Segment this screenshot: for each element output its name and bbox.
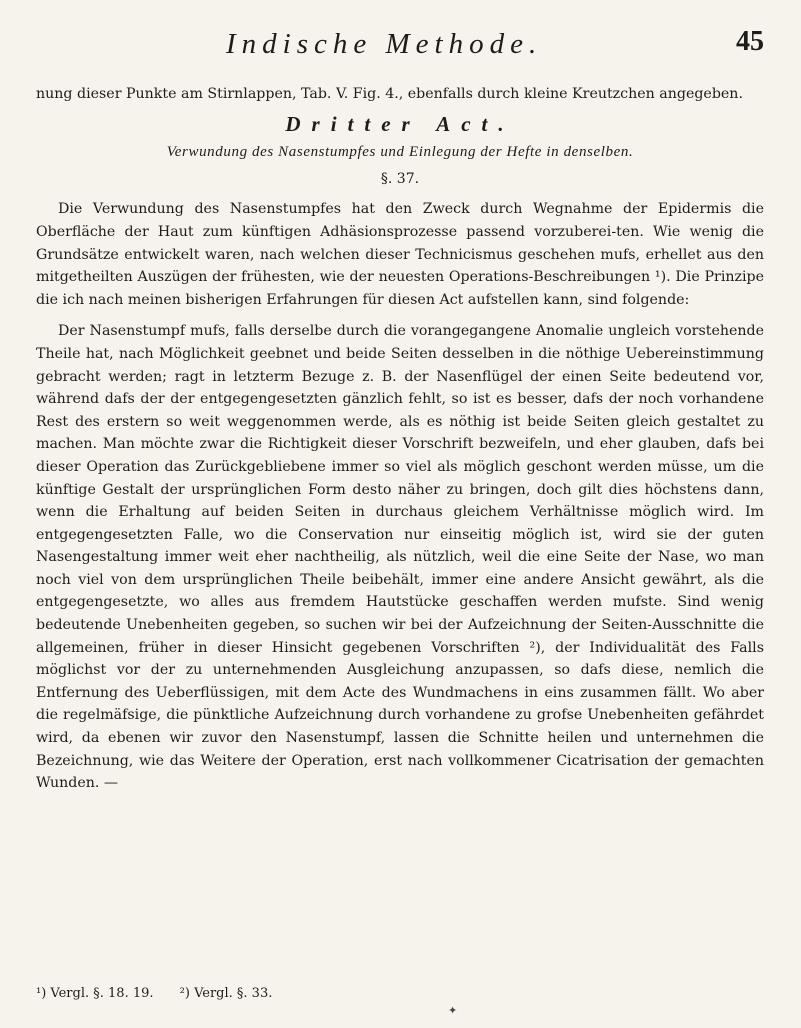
printer-mark-icon: ✦ [448,1004,458,1017]
page-number: 45 [736,26,764,57]
footnotes [36,986,294,1001]
footnote-2: ²) Vergl. §. 33. [179,986,273,1001]
book-page [36,0,764,1028]
act-subtitle: Verwundung des Nasenstumpfes und Einlegung der Hefte in denselben. [166,144,634,161]
paragraph-2: Der Nasenstumpf mufs, falls derselbe durch die vorangegangene Anomalie ungleich vorstehende Theile hat, nach Möglichkeit geebnet und beide Seiten desselben in die nöthige Uebereinstimmung gebracht werden; ragt in letzterm Bezuge z. B. der Nasenflügel der einen Seite bedeutend vor, während dafs der der entgegengesetzten gänzlich fehlt, so ist es besser, dafs der noch vorhandene Rest des erstern so weit weggenommen werde, als es nöthig ist beide Seiten gleich gestaltet zu machen. Man möchte zwar die Richtigkeit dieser Vorschrift bezweifeln, und eher glauben, dafs bei dieser Operation das Zurückgebliebene immer so viel als möglich geschont werden müsse, um die künftige Gestalt der ursprünglichen Form desto näher zu bringen, doch gilt dies höchstens dann, wenn die Erhaltung auf beiden Seiten in durchaus gleichem Verhältnisse möglich wird. Im entgegengesetzten Falle, wo die Conservation nur einseitig möglich ist, wird sie der guten Nasengestaltung immer weit eher nachtheilig, als nützlich, weil die eine Seite der Nase, wo man noch viel von dem ursprünglichen Theile beibehält, immer eine andere Ansicht gewährt, als die entgegengesetzte, wo alles aus fremdem Hautstücke geschaffen werden mufste. Sind wenig bedeutende Unebenheiten gegeben, so suchen wir bei der Aufzeichnung der Seiten-Ausschnitte die allgemeinen, früher in dieser Hinsicht gegebenen Vorschriften ²), der Individualität des Falls möglichst vor der zu unternehmenden Ausgleichung anzupassen, so dafs diese, nemlich die Entfernung des Ueberflüssigen, mit dem Acte des Wundmachens in eins zusammen fällt. Wo aber die regelmäfsige, die pünktliche Aufzeichnung durch vorhandene zu grofse Unebenheiten gefährdet wird, da ebenen wir zuvor den Nasenstumpf, lassen die Schnitte heilen und unternehmen die Bezeichnung, wie das Weitere der Operation, erst nach vollkommener Cicatrisation der gemachten Wunden. — [36,323,764,792]
paragraph-1: Die Verwundung des Nasenstumpfes hat den Zweck durch Wegnahme der Epidermis die Oberfläche der Haut zum künftigen Adhäsionsprozesse passend vorzuberei-ten. Wie wenig die Grundsätze entwickelt waren, nach welchen dieser Technicismus geschehen mufs, erhellet aus den mitgetheilten Auszügen der frühesten, wie der neuesten Operations-Beschreibungen ¹). Die Prinzipe die ich nach meinen bisherigen Erfahrungen für diesen Act aufstellen kann, sind folgende: [36,201,764,308]
running-head [36,24,764,64]
running-title: Indische Methode. [226,28,543,60]
body-text [36,83,764,795]
footnote-1: ¹) Vergl. §. 18. 19. [36,986,154,1001]
act-heading: Dritter Act. [285,111,515,136]
continuation-paragraph: nung dieser Punkte am Stirnlappen, Tab. V. Fig. 4., ebenfalls durch kleine Kreutzchen angegeben. [36,86,743,102]
section-number: §. 37. [380,170,420,187]
